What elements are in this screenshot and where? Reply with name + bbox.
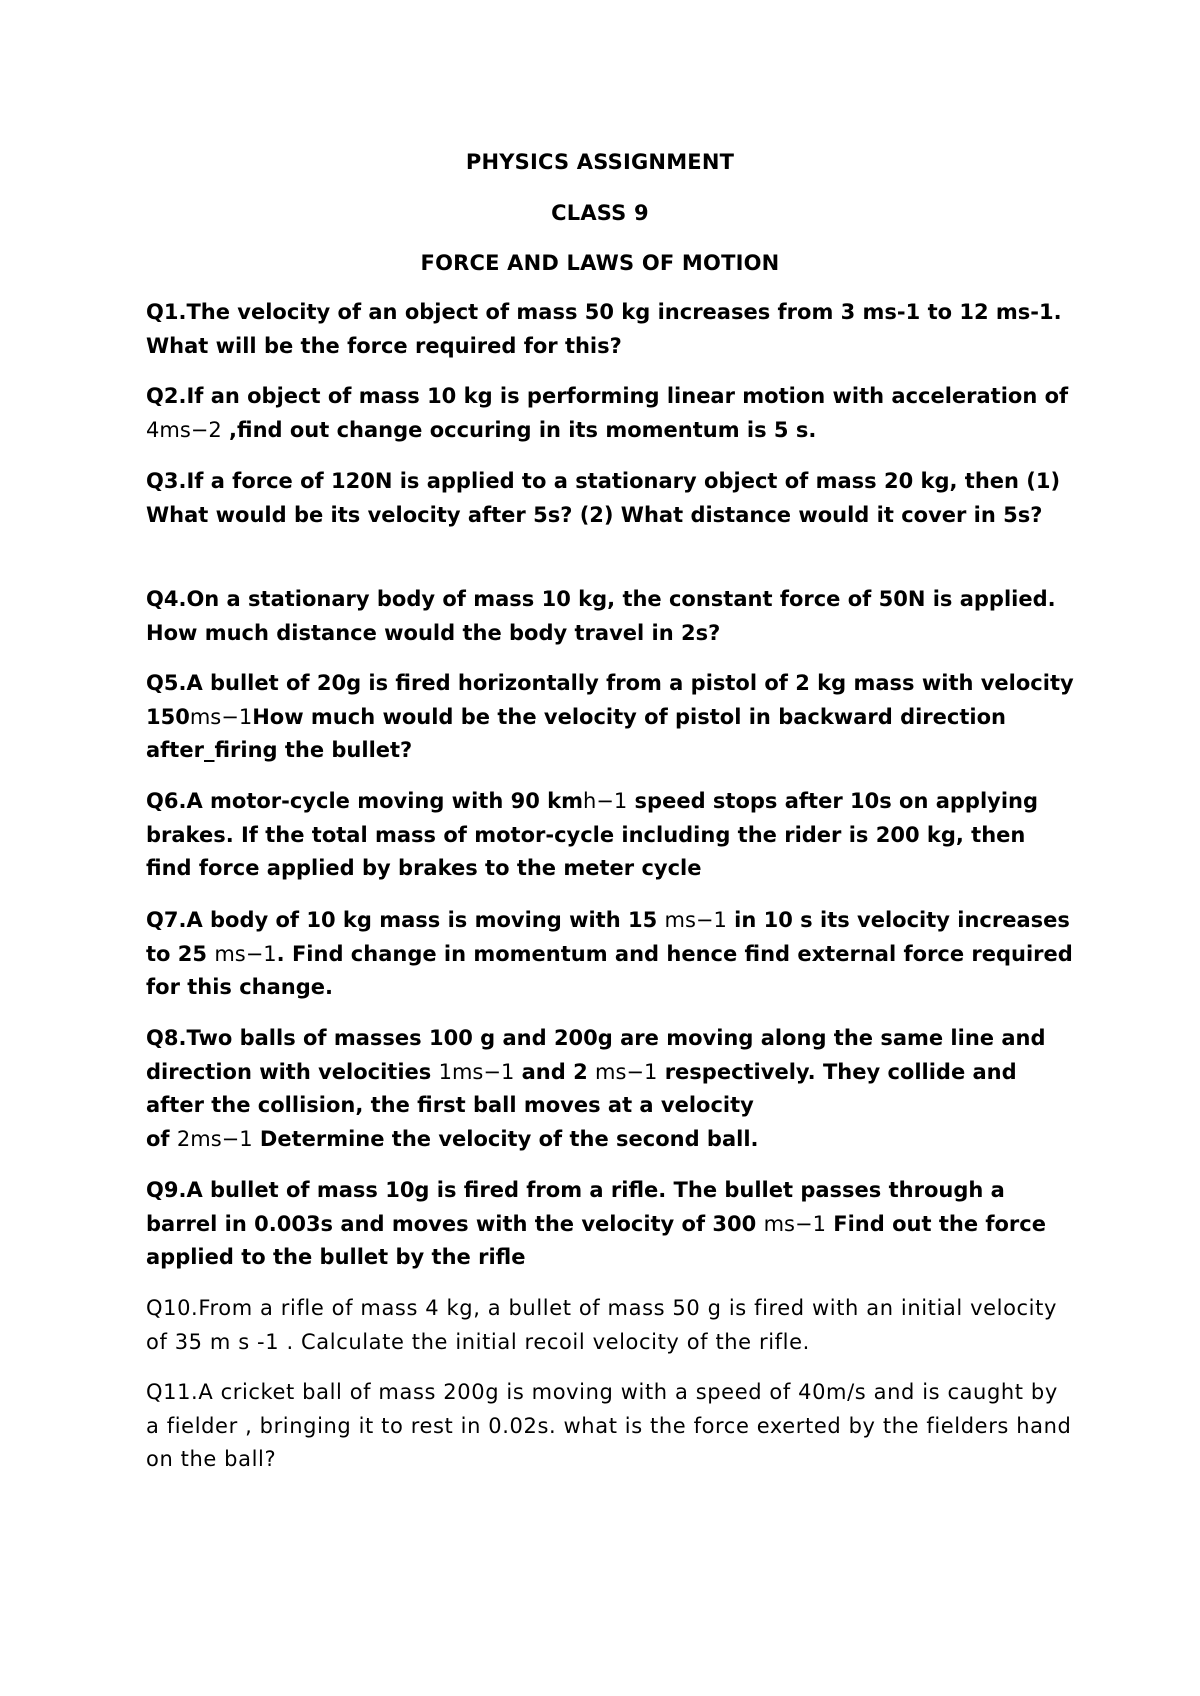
- question-8-unit-1: 1ms−1: [438, 1059, 515, 1084]
- question-9-text: Q9.A bullet of mass 10g is fired from a rifle. The bullet passes through a barrel in 0.003s and moves with the velocity of 300: [146, 1178, 1005, 1236]
- question-8-unit-2: ms−1: [595, 1059, 658, 1084]
- question-6-text: Q6.A motor-cycle moving with 90 km: [146, 789, 583, 813]
- question-3: Q3.If a force of 120N is applied to a stationary object of mass 20 kg, then (1) What would be its velocity after 5s? (2) What distance would it cover in 5s?: [146, 469, 1061, 527]
- question-2: [146, 380, 1076, 447]
- question-2-text-end: ,find out change occuring in its momentum is 5 s.: [221, 417, 817, 442]
- question-6-text-end: speed stops after 10s on applying brakes. If the total mass of motor-cycle including the rider is 200 kg, then find force applied by brakes to the meter cycle: [146, 789, 1039, 880]
- question-9-text-end: Find out the force applied to the bullet by the rifle: [146, 1211, 1046, 1269]
- question-11: Q11.A cricket ball of mass 200g is moving with a speed of 40m/s and is caught by a fielder , bringing it to rest in 0.02s. what is the force exerted by the fielders hand on the ball?: [146, 1380, 1072, 1471]
- question-8-unit-3: 2ms−1: [176, 1126, 253, 1151]
- question-7-text: Q7.A body of 10 kg mass is moving with 15: [146, 908, 665, 932]
- question-7: [146, 904, 1076, 1005]
- question-6: [146, 785, 1076, 886]
- question-8-text: Q8.Two balls of masses 100 g and 200g are moving along the same line and direction with velocities: [146, 1026, 1046, 1084]
- question-2-text: Q2.If an object of mass 10 kg is performing linear motion with acceleration of: [146, 384, 1069, 408]
- question-8: [146, 1022, 1076, 1156]
- document-title: PHYSICS ASSIGNMENT: [465, 150, 735, 174]
- question-7-text-end: . Find change in momentum and hence find external force required for this change.: [146, 941, 1073, 999]
- question-6-unit: h−1: [582, 789, 628, 813]
- question-7-unit-2: ms−1: [214, 941, 277, 966]
- chapter-title: FORCE AND LAWS OF MOTION: [420, 251, 780, 275]
- question-7-text-mid: in 10 s its velocity increases to 25: [146, 908, 1070, 966]
- question-7-unit-1: ms−1: [664, 908, 727, 932]
- question-8-text-cont: respectively. They collide and after the collision, the first ball moves at a velocity: [146, 1059, 1017, 1117]
- question-2-unit: 4ms−2: [146, 417, 222, 442]
- class-label: CLASS 9: [551, 201, 649, 225]
- question-5-unit: ms−1: [189, 704, 253, 729]
- question-5: [146, 667, 1076, 768]
- question-10: Q10.From a rifle of mass 4 kg, a bullet of mass 50 g is fired with an initial velocity of 35 m s -1 . Calculate the initial recoil velocity of the rifle.: [146, 1296, 1057, 1354]
- question-8-text-mid: and 2: [514, 1059, 596, 1084]
- question-4: Q4.On a stationary body of mass 10 kg, the constant force of 50N is applied. How much distance would the body travel in 2s?: [146, 587, 1056, 645]
- question-8-text-end: Determine the velocity of the second ball.: [252, 1126, 759, 1151]
- question-9: [146, 1174, 1076, 1275]
- question-5-text-end: How much would be the velocity of pistol in backward direction after_firing the bullet?: [146, 704, 1006, 762]
- question-5-text: Q5.A bullet of 20g is fired horizontally from a pistol of 2 kg mass with velocity 150: [146, 671, 1074, 729]
- question-8-text-line4: of: [146, 1126, 177, 1151]
- question-1: Q1.The velocity of an object of mass 50 kg increases from 3 ms-1 to 12 ms-1. What will be the force required for this?: [146, 300, 1062, 358]
- question-9-unit: ms−1: [763, 1211, 826, 1236]
